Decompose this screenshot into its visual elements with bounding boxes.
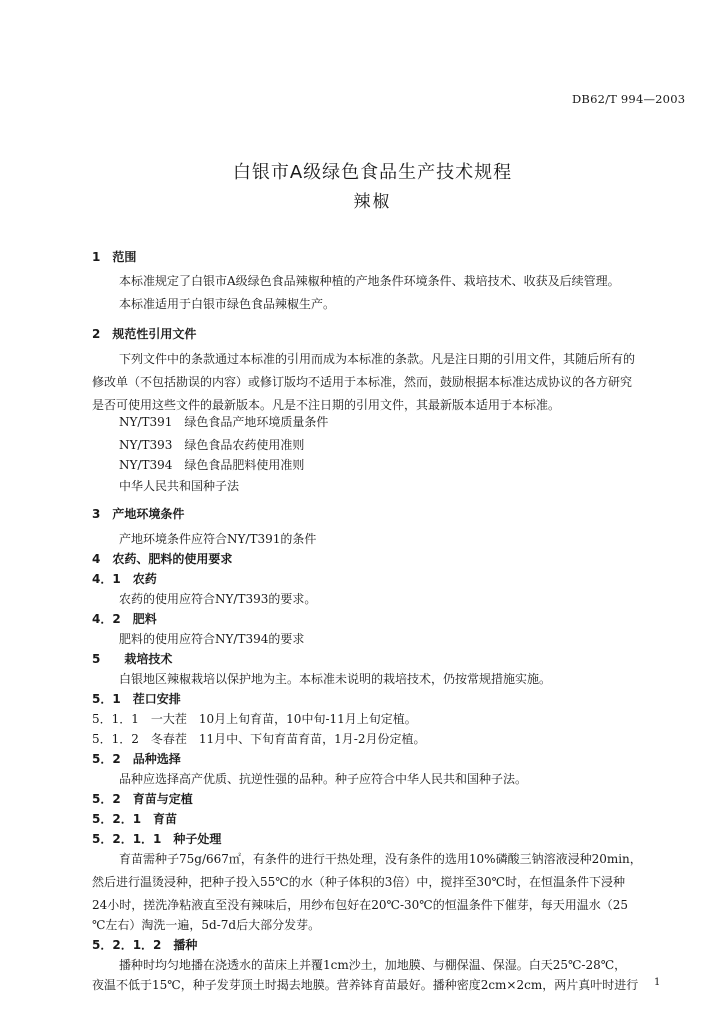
paragraph-line: 育苗需种子75g/667㎡，有条件的进行干热处理，没有条件的选用10%磷酸三钠溶液浸种20min，: [119, 852, 642, 866]
document-subtitle: 辣椒: [353, 192, 392, 212]
reference-item: NY/T393 绿色食品农药使用准则: [119, 438, 305, 452]
subsection-heading: 5．2 品种选择: [92, 752, 181, 766]
standard-code: DB62/T 994—2003: [572, 92, 686, 106]
paragraph-line: 品种应选择高产优质、抗逆性强的品种。种子应符合中华人民共和国种子法。: [119, 772, 528, 786]
subsection-heading: 4．2 肥料: [92, 612, 157, 626]
subsection-heading: 4．1 农药: [92, 572, 157, 586]
section-heading: 5 栽培技术: [92, 652, 173, 666]
reference-item: 中华人民共和国种子法: [119, 479, 240, 493]
subsection-heading: 5．2 育苗与定植: [92, 792, 193, 806]
reference-item: NY/T394 绿色食品肥料使用准则: [119, 458, 305, 472]
page-number: 1: [654, 977, 661, 988]
document-title: 白银市A级绿色食品生产技术规程: [232, 162, 513, 183]
paragraph-line: 播种时均匀地播在浇透水的苗床上并覆1cm沙土，加地膜、与棚保温、保湿。白天25℃-28℃，: [119, 958, 627, 972]
paragraph-line: 然后进行温烫浸种，把种子投入55℃的水（种子体积的3倍）中，搅拌至30℃时，在恒温条件下浸种: [92, 875, 626, 889]
subsection-heading: 5．2．1．1 种子处理: [92, 832, 222, 846]
paragraph-line: 5．1．2 冬春茬 11月中、下旬育苗育苗，1月-2月份定植。: [92, 732, 426, 746]
paragraph-line: 夜温不低于15℃，种子发芽顶土时揭去地膜。营养钵育苗最好。播种密度2cm×2cm，两片真叶时进行: [92, 978, 639, 992]
paragraph-line: 5．1．1 一大茬 10月上旬育苗，10中旬-11月上旬定植。: [92, 712, 417, 726]
section-heading: 3 产地环境条件: [92, 507, 185, 521]
paragraph-line: ℃左右）淘洗一遍，5d-7d后大部分发芽。: [92, 918, 321, 932]
subsection-heading: 5．1 茬口安排: [92, 692, 181, 706]
section-heading: 4 农药、肥料的使用要求: [92, 552, 233, 566]
paragraph-line: 是否可使用这些文件的最新版本。凡是不注日期的引用文件，其最新版本适用于本标准。: [92, 398, 561, 412]
paragraph-line: 修改单（不包括勘误的内容）或修订版均不适用于本标准，然而，鼓励根据本标准达成协议的各方研究: [92, 375, 633, 389]
paragraph-line: 农药的使用应符合NY/T393的要求。: [119, 592, 317, 606]
paragraph-line: 下列文件中的条款通过本标准的引用而成为本标准的条款。凡是注日期的引用文件，其随后所有的: [119, 352, 636, 366]
section-heading: 1 范围: [92, 250, 137, 264]
section-heading: 2 规范性引用文件: [92, 327, 197, 341]
paragraph-line: 白银地区辣椒栽培以保护地为主。本标准未说明的栽培技术，仍按常规措施实施。: [119, 672, 552, 686]
paragraph-line: 产地环境条件应符合NY/T391的条件: [119, 532, 317, 546]
subsection-heading: 5．2．1．2 播种: [92, 938, 198, 952]
paragraph-line: 24小时，搓洗净粘液直至没有辣味后，用纱布包好在20℃-30℃的恒温条件下催芽，每天用温水（25: [92, 898, 628, 912]
paragraph-line: 本标准规定了白银市A级绿色食品辣椒种植的产地条件环境条件、栽培技术、收获及后续管理。: [119, 274, 620, 288]
paragraph-line: 本标准适用于白银市绿色食品辣椒生产。: [119, 297, 336, 311]
reference-item: NY/T391 绿色食品产地环境质量条件: [119, 415, 329, 429]
paragraph-line: 肥料的使用应符合NY/T394的要求: [119, 632, 305, 646]
subsection-heading: 5．2．1 育苗: [92, 812, 178, 826]
